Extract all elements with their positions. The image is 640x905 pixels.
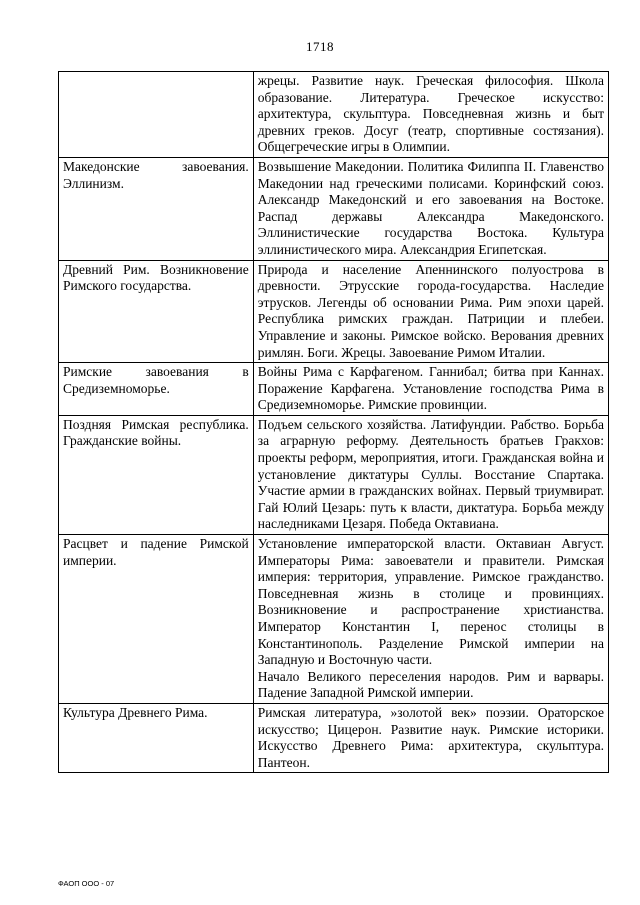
topic-cell: Расцвет и падение Римской империи. <box>59 535 254 704</box>
topic-cell: Македонские завоевания. Эллинизм. <box>59 157 254 260</box>
table-row <box>59 703 609 772</box>
table-row <box>59 260 609 363</box>
topic-cell: Римские завоевания в Средиземноморье. <box>59 363 254 416</box>
content-paragraph: жрецы. Развитие наук. Греческая философия. Школа образование. Литература. Греческое искусство: архитектура, скульптура. Повседневная жизнь и быт древних греков. Досуг (театр, спортивные состязания). Общегреческие игры в Олимпии. <box>257 73 604 155</box>
topic-cell: Культура Древнего Рима. <box>59 703 254 772</box>
table-row <box>59 535 609 704</box>
curriculum-table <box>58 71 609 773</box>
table-row <box>59 415 609 534</box>
topic-cell: Поздняя Римская республика. Гражданские войны. <box>59 415 254 534</box>
table-row <box>59 72 609 158</box>
content-paragraph: Установление императорской власти. Октавиан Август. Императоры Рима: завоеватели и правители. Римская империя: территория, управление. Римское гражданство. Повседневная жизнь в столице и провинциях. Возникновение и распространение христианства. Император Константин I, перенос столицы в Константинополь. Разделение Римской империи на Западную и Восточную части. <box>257 536 604 668</box>
topic-cell: Древний Рим. Возникновение Римского государства. <box>59 260 254 363</box>
content-paragraph: Римская литература, »золотой век» поэзии. Ораторское искусство; Цицерон. Развитие наук. Римские историки. Искусство Древнего Рима: архитектура, скульптура. Пантеон. <box>257 704 604 770</box>
content-paragraph: Начало Великого переселения народов. Рим и варвары. Падение Западной Римской империи. <box>257 668 604 701</box>
content-cell <box>253 260 608 363</box>
content-paragraph: Войны Рима с Карфагеном. Ганнибал; битва при Каннах. Поражение Карфагена. Установление господства Рима в Средиземноморье. Римские провинции. <box>257 364 604 413</box>
document-footer: ФАОП ООО - 07 <box>58 879 115 888</box>
page-number: 1718 <box>306 39 334 54</box>
content-cell <box>253 363 608 416</box>
table-row <box>59 363 609 416</box>
content-cell <box>253 535 608 704</box>
content-paragraph: Возвышение Македонии. Политика Филиппа II. Главенство Македонии над греческими полисами. Коринфский союз. Александр Македонский и его завоевания на Востоке. Распад державы Александра Македонского. Эллинистические государства Востока. Культура эллинистического мира. Александрия Египетская. <box>257 158 604 257</box>
table-row <box>59 157 609 260</box>
content-cell <box>253 415 608 534</box>
topic-cell <box>59 72 254 158</box>
content-cell <box>253 703 608 772</box>
content-paragraph: Подъем сельского хозяйства. Латифундии. Рабство. Борьба за аграрную реформу. Деятельность братьев Гракхов: проекты реформ, мероприятия, итоги. Гражданская война и установление диктатуры Суллы. Восстание Спартака. Участие армии в гражданских войнах. Первый триумвират. Гай Юлий Цезарь: путь к власти, диктатура. Борьба между наследниками Цезаря. Победа Октавиана. <box>257 416 604 532</box>
content-cell <box>253 157 608 260</box>
content-paragraph: Природа и население Апеннинского полуострова в древности. Этрусские города-государства. Наследие этрусков. Легенды об основании Рима. Рим эпохи царей. Республика римских граждан. Патриции и плебеи. Управление и законы. Римское войско. Верования древних римлян. Боги. Жрецы. Завоевание Римом Италии. <box>257 261 604 360</box>
content-cell <box>253 72 608 158</box>
